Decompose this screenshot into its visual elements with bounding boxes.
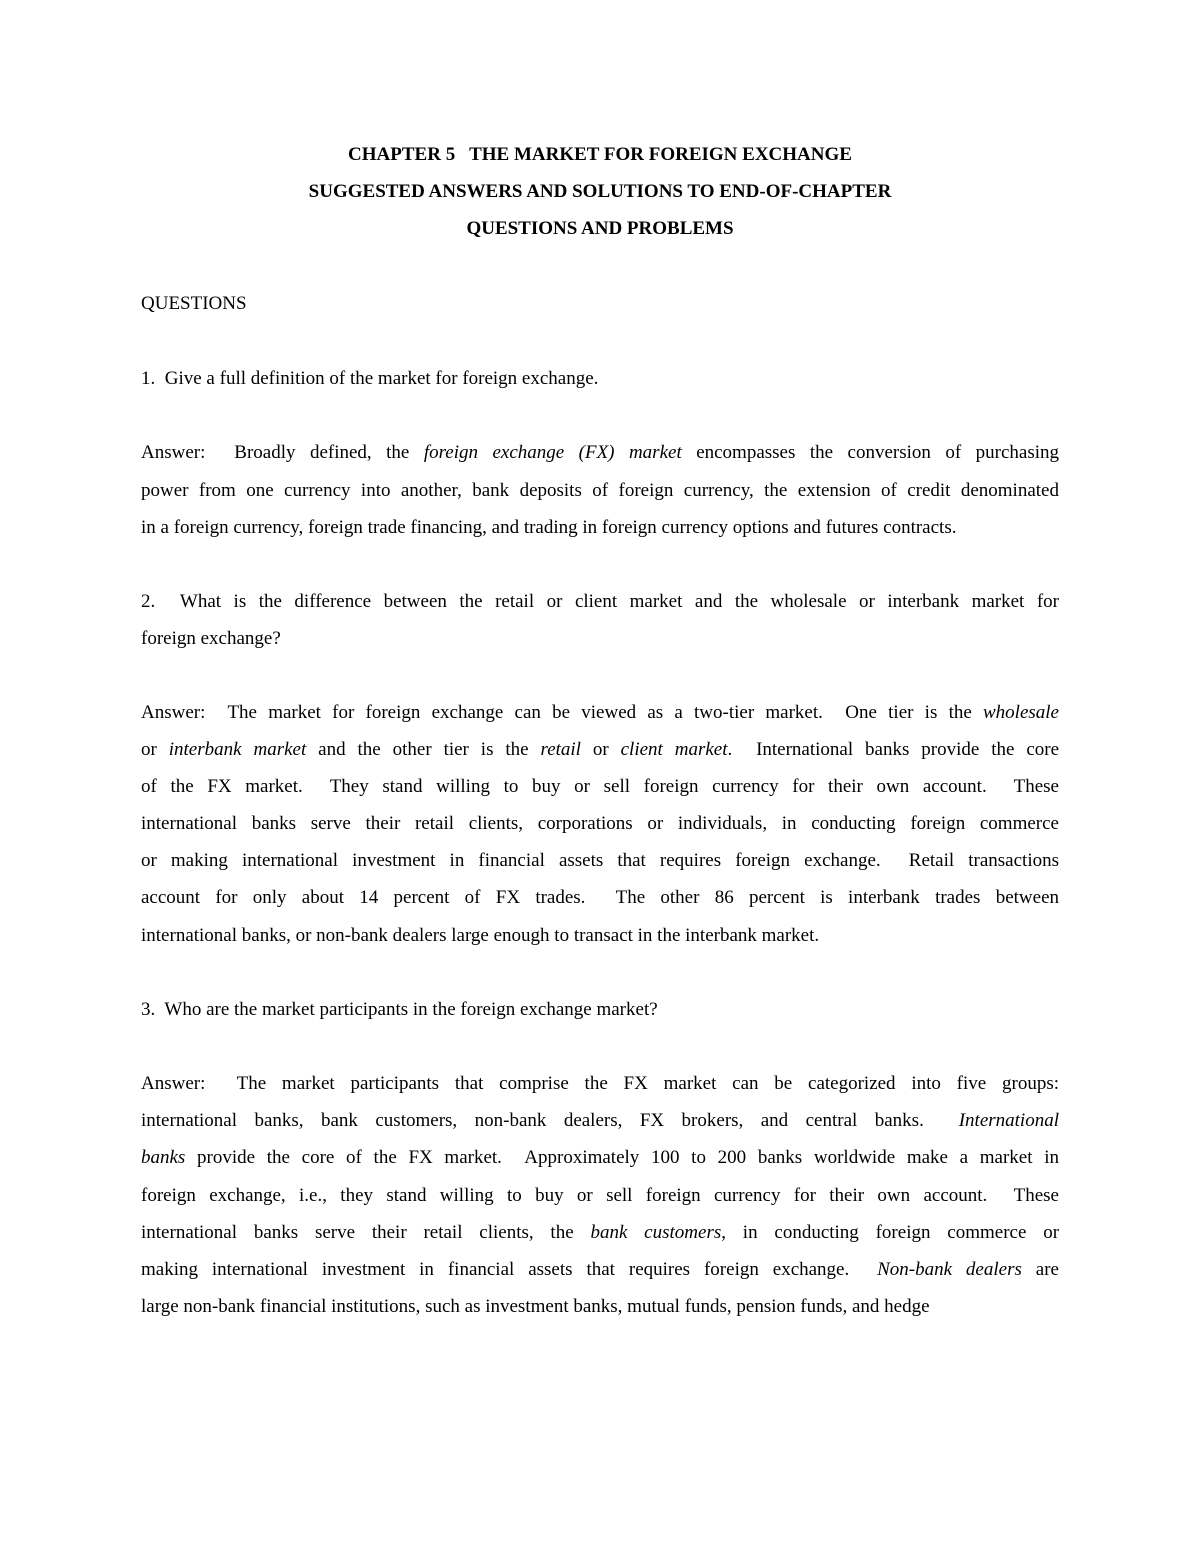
question-3: 3. Who are the market participants in the foreign exchange market? xyxy=(141,999,658,1020)
answer-2-line-4: international banks serve their retail clients, corporations or individuals, in conducting foreign commerce xyxy=(141,813,1059,834)
answer-3-line-1: Answer: The market participants that comprise the FX market can be categorized into five groups: xyxy=(141,1073,1059,1094)
answer-3-line-2 xyxy=(141,1109,1059,1133)
answer-text: or xyxy=(580,739,621,760)
answer-1-line-2: power from one currency into another, bank deposits of foreign currency, the extension of credit denominated xyxy=(141,480,1059,501)
answer-emphasis: International xyxy=(958,1110,1059,1131)
answer-emphasis: interbank market xyxy=(168,739,307,760)
question-1: 1. Give a full definition of the market for foreign exchange. xyxy=(141,368,599,389)
answer-3-line-7: large non-bank financial institutions, such as investment banks, mutual funds, pension funds, and hedge xyxy=(141,1296,930,1317)
answer-2-line-3: of the FX market. They stand willing to buy or sell foreign currency for their own account. These xyxy=(141,776,1059,797)
answer-3-line-3 xyxy=(141,1146,1059,1170)
question-2-line-1: 2. What is the difference between the retail or client market and the wholesale or interbank market for xyxy=(141,591,1059,612)
answer-2-line-7: international banks, or non-bank dealers large enough to transact in the interbank market. xyxy=(141,925,820,946)
answer-emphasis: banks xyxy=(141,1147,186,1168)
answer-text: and the other tier is the xyxy=(306,739,541,760)
answer-3-line-5 xyxy=(141,1221,1059,1245)
question-2-line-2: foreign exchange? xyxy=(141,628,281,649)
answer-emphasis: wholesale xyxy=(983,702,1059,723)
answer-1-line-3: in a foreign currency, foreign trade financing, and trading in foreign currency options and futures contracts. xyxy=(141,517,957,538)
answer-text: , in conducting foreign commerce or xyxy=(721,1222,1060,1243)
answer-text: encompasses the conversion of purchasing xyxy=(681,442,1059,463)
subtitle-line-1: SUGGESTED ANSWERS AND SOLUTIONS TO END-OF-CHAPTER xyxy=(308,181,892,202)
answer-text: Answer: The market for foreign exchange can be viewed as a two-tier market. One tier is the xyxy=(141,702,983,723)
answer-text: international banks serve their retail clients, the xyxy=(141,1222,591,1243)
section-heading: QUESTIONS xyxy=(141,293,247,314)
answer-text: Answer: Broadly defined, the xyxy=(141,442,424,463)
subtitle-line-2: QUESTIONS AND PROBLEMS xyxy=(466,218,734,239)
chapter-title: CHAPTER 5 THE MARKET FOR FOREIGN EXCHANGE xyxy=(348,144,852,165)
answer-text: or xyxy=(141,739,169,760)
answer-emphasis: bank customers xyxy=(590,1222,722,1243)
answer-2-line-2 xyxy=(141,738,1059,762)
answer-emphasis: client market xyxy=(620,739,728,760)
answer-1-line-1 xyxy=(141,441,1059,465)
answer-text: are xyxy=(1021,1259,1059,1280)
answer-2-line-6: account for only about 14 percent of FX trades. The other 86 percent is interbank trades between xyxy=(141,887,1059,908)
answer-text: international banks, bank customers, non-bank dealers, FX brokers, and central banks. xyxy=(141,1110,959,1131)
answer-emphasis: retail xyxy=(540,739,581,760)
answer-2-line-1 xyxy=(141,701,1059,725)
answer-2-line-5: or making international investment in financial assets that requires foreign exchange. Retail transactions xyxy=(141,850,1059,871)
answer-text: provide the core of the FX market. Approximately 100 to 200 banks worldwide make a market in xyxy=(185,1147,1059,1168)
answer-text: making international investment in financial assets that requires foreign exchange. xyxy=(141,1259,878,1280)
answer-3-line-6 xyxy=(141,1258,1059,1282)
answer-emphasis: Non-bank dealers xyxy=(877,1259,1022,1280)
answer-text: . International banks provide the core xyxy=(727,739,1060,760)
answer-emphasis: foreign exchange (FX) market xyxy=(423,442,682,463)
answer-3-line-4: foreign exchange, i.e., they stand willing to buy or sell foreign currency for their own account. These xyxy=(141,1185,1059,1206)
